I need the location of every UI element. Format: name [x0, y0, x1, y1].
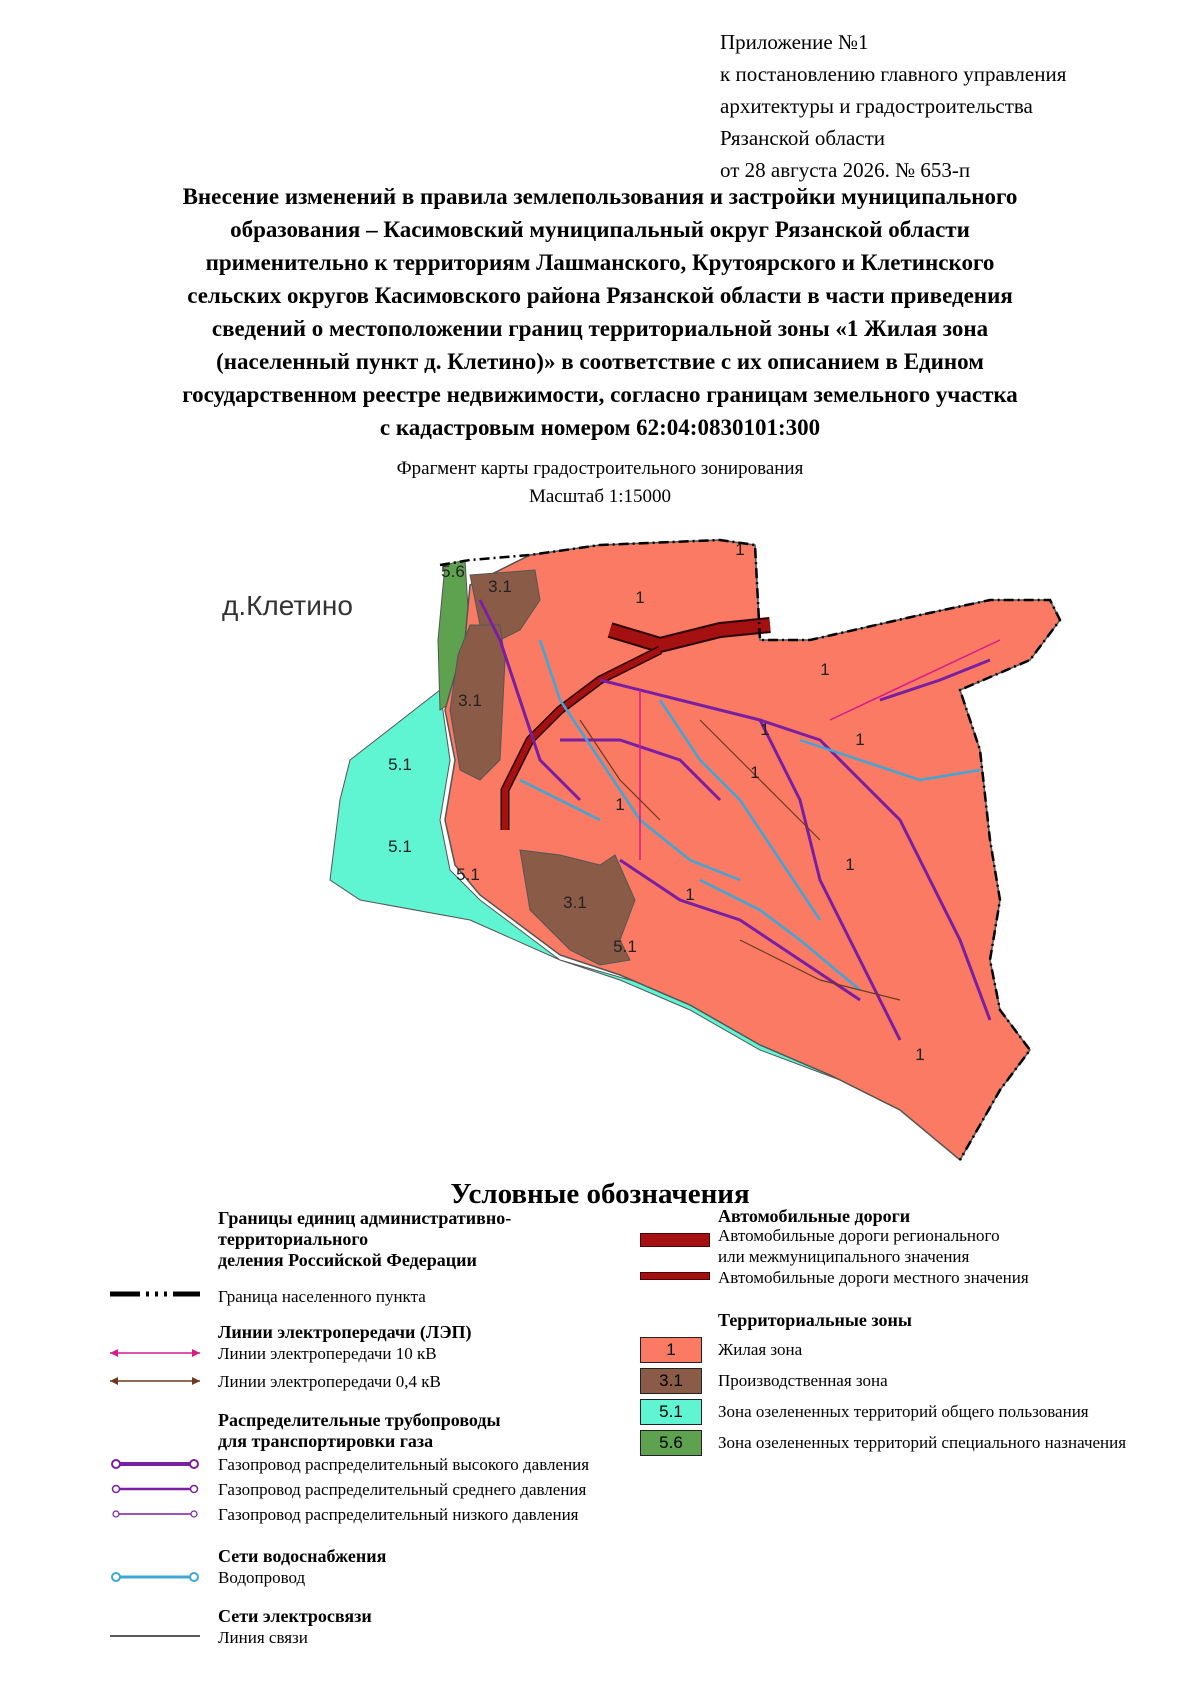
zone-5-1-swatch: 5.1: [640, 1399, 702, 1425]
zone-label: 1: [820, 660, 830, 679]
power-04kv-symbol: [110, 1376, 200, 1386]
zone-label: 5.1: [456, 865, 480, 884]
zone-3-1-swatch: 3.1: [640, 1368, 702, 1394]
title-line: применительно к территориям Лашманского, Крутоярского и Клетинского: [205, 250, 995, 275]
title-line: государственном реестре недвижимости, согласно границам земельного участка: [182, 382, 1018, 407]
zone-label: 1: [760, 720, 770, 739]
legend-power-header: Линии электропередачи (ЛЭП): [218, 1322, 472, 1342]
settlement-label: д.Клетино: [222, 590, 353, 621]
map-subtitle: [100, 455, 1100, 511]
legend-gas-item: Газопровод распределительный высокого давления: [218, 1455, 590, 1474]
zone-label: 3.1: [563, 893, 587, 912]
legend-gas-item: Газопровод распределительный среднего давления: [218, 1480, 587, 1499]
title-line: (населенный пункт д. Клетино)» в соответствие с их описанием в Едином: [216, 349, 984, 374]
settlement-boundary-symbol: [110, 1288, 200, 1300]
legend-zone-label: Зона озелененных территорий специального назначения: [718, 1433, 1127, 1452]
title-line: образования – Касимовский муниципальный округ Рязанской области: [230, 217, 970, 242]
appendix-line: архитектуры и градостроительства: [720, 94, 1033, 118]
legend-zone-label: Жилая зона: [718, 1340, 803, 1359]
legend-power-item: Линии электропередачи 10 кВ: [218, 1344, 437, 1363]
zone-label: 5.1: [388, 837, 412, 856]
title-line: Внесение изменений в правила землепользования и застройки муниципального: [182, 184, 1018, 209]
legend-admin-header: Границы единиц административно- территориального деления Российской Федерации: [218, 1208, 512, 1270]
legend-zone-label: Зона озелененных территорий общего пользования: [718, 1402, 1089, 1421]
water-symbol: [110, 1571, 200, 1583]
zone-label: 1: [845, 855, 855, 874]
zone-label: 5.1: [613, 937, 637, 956]
zone-label: 1: [615, 795, 625, 814]
legend-telecom-header: Сети электросвязи: [218, 1606, 372, 1626]
legend-roads-item: Автомобильные дороги регионального или межмуниципального значения: [718, 1226, 1000, 1266]
legend-water-item: Водопровод: [218, 1568, 306, 1587]
gas-low-symbol: [110, 1508, 200, 1520]
legend-power-item: Линии электропередачи 0,4 кВ: [218, 1372, 441, 1391]
zone-label: 3.1: [488, 577, 512, 596]
appendix-line: к постановлению главного управления: [720, 62, 1067, 86]
appendix-note: [720, 26, 1066, 186]
zone-label: 3.1: [458, 691, 482, 710]
regional-road-symbol: [640, 1233, 710, 1247]
zone-label: 1: [735, 540, 745, 559]
legend-zones-header: Территориальные зоны: [718, 1310, 912, 1330]
zoning-map[interactable]: [0, 510, 1200, 1190]
telecom-symbol: [110, 1631, 200, 1641]
legend-roads-header: Автомобильные дороги: [718, 1206, 911, 1226]
gas-high-symbol: [110, 1458, 200, 1470]
legend-roads-item: Автомобильные дороги местного значения: [718, 1268, 1029, 1287]
power-10kv-symbol: [110, 1348, 200, 1358]
gas-medium-symbol: [110, 1483, 200, 1495]
legend-gas-item: Газопровод распределительный низкого давления: [218, 1505, 579, 1524]
document-title: [100, 180, 1100, 444]
legend-title: Условные обозначения: [450, 1178, 750, 1210]
title-line: сельских округов Касимовского района Рязанской области в части приведения: [187, 283, 1013, 308]
legend-zone-label: Производственная зона: [718, 1371, 888, 1390]
zone-1-swatch: 1: [640, 1337, 702, 1363]
appendix-line: Рязанской области: [720, 126, 886, 150]
legend-water-header: Сети водоснабжения: [218, 1546, 387, 1566]
title-line: с кадастровым номером 62:04:0830101:300: [379, 415, 821, 440]
scale-caption: Масштаб 1:15000: [528, 486, 672, 507]
legend-telecom-item: Линия связи: [218, 1628, 308, 1647]
legend-gas-header: Распределительные трубопроводы для транспортировки газа: [218, 1410, 501, 1451]
appendix-line: от 28 августа 2026. № 653-п: [720, 158, 971, 182]
zone-label: 1: [915, 1045, 925, 1064]
zone-label: 1: [855, 730, 865, 749]
zone-label: 1: [685, 885, 695, 904]
zone-label: 5.1: [388, 755, 412, 774]
fragment-caption: Фрагмент карты градостроительного зонирования: [396, 458, 804, 479]
zone-label: 1: [750, 763, 760, 782]
zone-label: 1: [635, 588, 645, 607]
legend-admin-item: Граница населенного пункта: [218, 1287, 426, 1306]
zone-5-6-swatch: 5.6: [640, 1430, 702, 1456]
local-road-symbol: [640, 1272, 710, 1280]
title-line: сведений о местоположении границ территориальной зоны «1 Жилая зона: [211, 316, 989, 341]
appendix-line: Приложение №1: [720, 30, 869, 54]
zone-label: 5.6: [441, 562, 465, 581]
